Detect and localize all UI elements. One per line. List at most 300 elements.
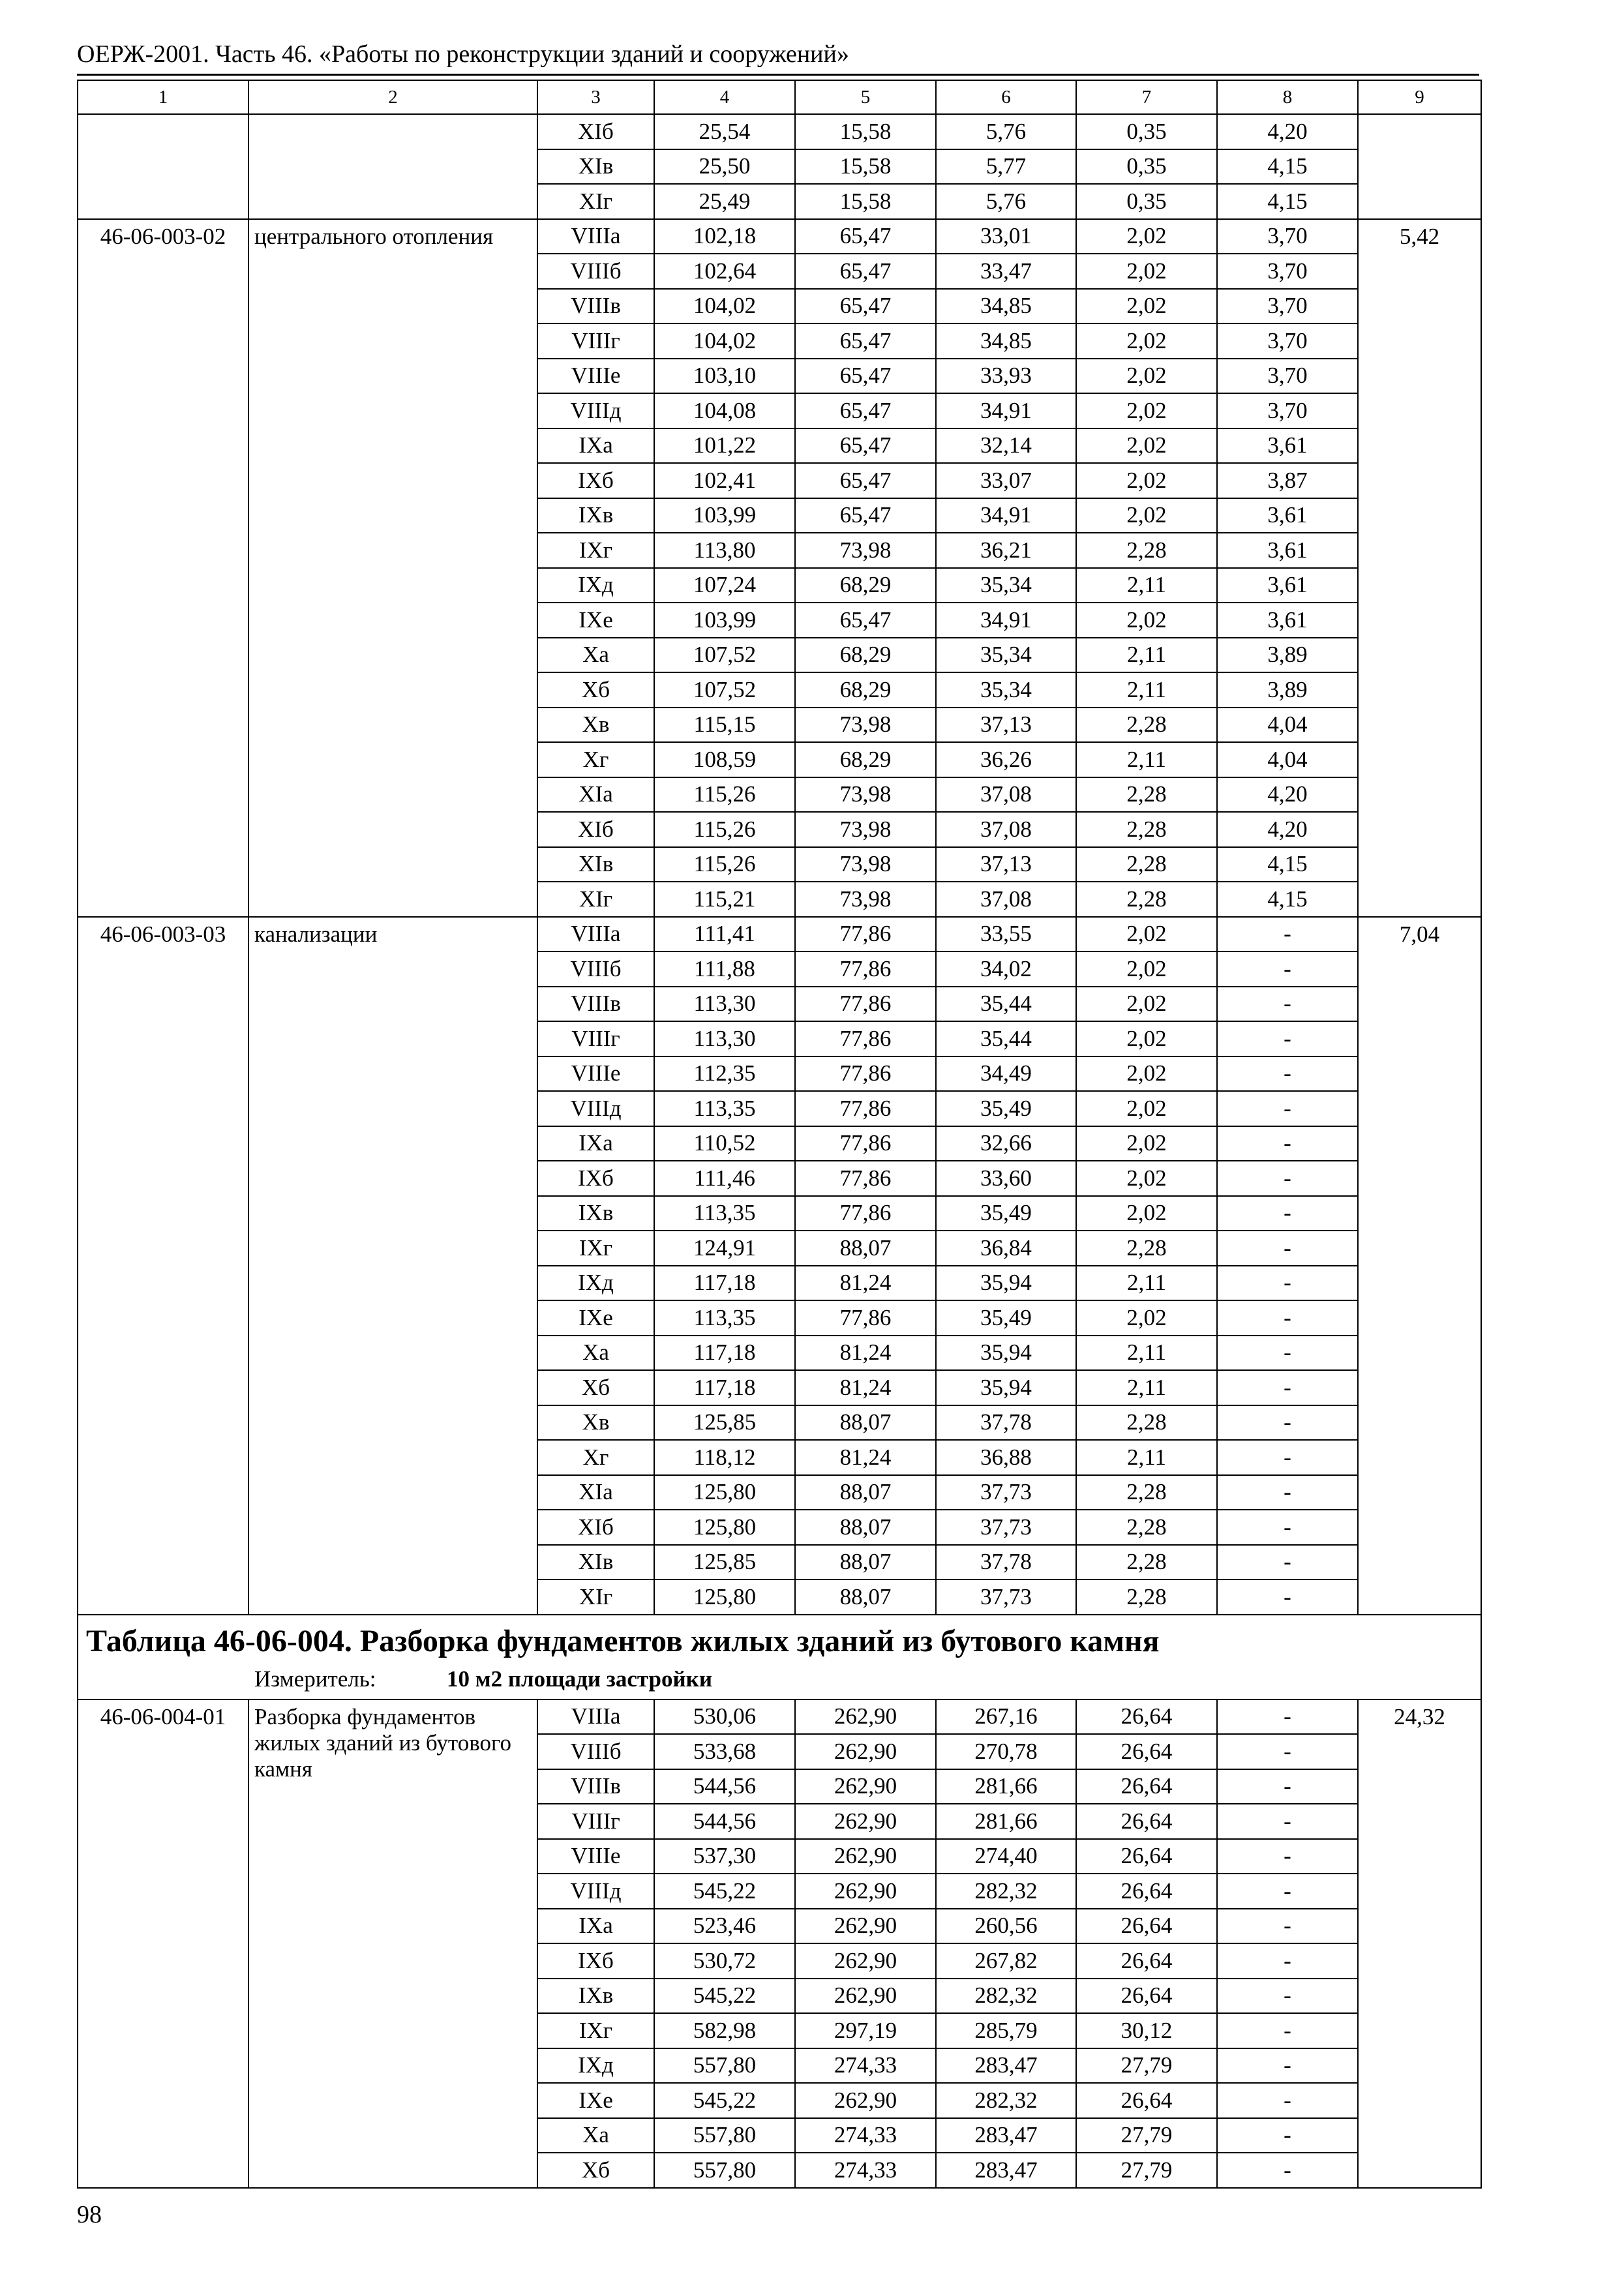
value-cell: 113,35 (654, 1091, 795, 1126)
value-cell: VIIIд (537, 1091, 654, 1126)
value-cell: 2,28 (1076, 1545, 1217, 1580)
item-name-cell: центрального отопления (248, 219, 537, 917)
value-cell: 4,04 (1217, 742, 1358, 777)
value-cell: 2,02 (1076, 1126, 1217, 1161)
value-cell: 15,58 (795, 114, 936, 149)
table-title: Таблица 46-06-004. Разборка фундаментов жилых зданий из бутового камня (86, 1623, 1160, 1658)
column-number-cell: 3 (537, 80, 654, 114)
value-cell: 27,79 (1076, 2048, 1217, 2084)
value-cell: 73,98 (795, 882, 936, 917)
value-cell: 3,61 (1217, 498, 1358, 533)
value-cell: 113,30 (654, 987, 795, 1022)
value-cell: 544,56 (654, 1804, 795, 1839)
value-cell: 81,24 (795, 1266, 936, 1301)
value-cell: 77,86 (795, 987, 936, 1022)
value-cell: 102,18 (654, 219, 795, 254)
running-header: ОЕРЖ-2001. Часть 46. «Работы по реконструкции зданий и сооружений» (77, 40, 849, 68)
value-cell: VIIIг (537, 1021, 654, 1056)
value-cell: - (1217, 1804, 1358, 1839)
unit-value: 10 м2 площади застройки (447, 1666, 712, 1692)
value-cell: 111,46 (654, 1161, 795, 1196)
value-cell: - (1217, 1545, 1358, 1580)
value-cell: 2,11 (1076, 1336, 1217, 1371)
value-cell: IXа (537, 428, 654, 464)
value-cell: 115,26 (654, 777, 795, 813)
value-cell: 2,02 (1076, 219, 1217, 254)
value-cell: 37,78 (936, 1405, 1076, 1441)
value-cell: - (1217, 1909, 1358, 1944)
value-cell: VIIIа (537, 1699, 654, 1735)
value-cell: 65,47 (795, 498, 936, 533)
value-cell: 113,35 (654, 1300, 795, 1336)
value-cell: 523,46 (654, 1909, 795, 1944)
value-cell: 103,10 (654, 359, 795, 394)
value-cell: - (1217, 1943, 1358, 1979)
value-cell: - (1217, 1091, 1358, 1126)
value-cell: 4,15 (1217, 882, 1358, 917)
value-cell: 33,07 (936, 463, 1076, 498)
value-cell: 274,40 (936, 1839, 1076, 1874)
value-cell: 2,28 (1076, 1579, 1217, 1615)
value-cell: 32,14 (936, 428, 1076, 464)
value-cell: 34,85 (936, 289, 1076, 324)
value-cell: 118,12 (654, 1440, 795, 1475)
value-cell: 81,24 (795, 1440, 936, 1475)
value-cell: 26,64 (1076, 1979, 1217, 2014)
column-number-cell: 7 (1076, 80, 1217, 114)
value-cell: 35,34 (936, 638, 1076, 673)
value-cell: 4,15 (1217, 184, 1358, 219)
value-cell: 77,86 (795, 1021, 936, 1056)
value-cell: IXв (537, 498, 654, 533)
value-cell: 112,35 (654, 1056, 795, 1092)
value-cell: 34,91 (936, 498, 1076, 533)
value-cell: 285,79 (936, 2013, 1076, 2048)
value-cell: VIIIд (537, 393, 654, 428)
value-cell: 73,98 (795, 812, 936, 847)
value-cell: 35,44 (936, 987, 1076, 1022)
value-cell: - (1217, 1161, 1358, 1196)
value-cell: - (1217, 1405, 1358, 1441)
value-cell: 2,11 (1076, 1370, 1217, 1405)
col9-cell: 24,32 (1358, 1699, 1481, 2188)
column-number-row (78, 80, 1481, 114)
value-cell: 77,86 (795, 1300, 936, 1336)
value-cell: 104,02 (654, 323, 795, 359)
price-table (77, 80, 1482, 2189)
value-cell: - (1217, 1336, 1358, 1371)
value-cell: IXг (537, 2013, 654, 2048)
value-cell: 104,02 (654, 289, 795, 324)
value-cell: 115,15 (654, 708, 795, 743)
value-cell: 125,80 (654, 1579, 795, 1615)
value-cell: Хб (537, 672, 654, 708)
value-cell: 77,86 (795, 1091, 936, 1126)
value-cell: ХIв (537, 847, 654, 882)
value-cell: 117,18 (654, 1336, 795, 1371)
value-cell: 35,49 (936, 1091, 1076, 1126)
value-cell: 282,32 (936, 1874, 1076, 1909)
value-cell: 37,08 (936, 812, 1076, 847)
value-cell: 2,28 (1076, 708, 1217, 743)
value-cell: 73,98 (795, 777, 936, 813)
value-cell: - (1217, 917, 1358, 952)
value-cell: 110,52 (654, 1126, 795, 1161)
value-cell: - (1217, 2083, 1358, 2118)
value-cell: 262,90 (795, 1874, 936, 1909)
value-cell: 2,02 (1076, 603, 1217, 638)
value-cell: Хб (537, 2153, 654, 2188)
value-cell: 530,72 (654, 1943, 795, 1979)
value-cell: 25,54 (654, 114, 795, 149)
value-cell: 283,47 (936, 2118, 1076, 2153)
value-cell: - (1217, 951, 1358, 987)
value-cell: 125,85 (654, 1545, 795, 1580)
value-cell: 262,90 (795, 1943, 936, 1979)
value-cell: IXг (537, 1231, 654, 1266)
value-cell: - (1217, 1874, 1358, 1909)
value-cell: 2,02 (1076, 254, 1217, 289)
value-cell: 125,80 (654, 1475, 795, 1510)
value-cell: 33,47 (936, 254, 1076, 289)
value-cell: 36,26 (936, 742, 1076, 777)
value-cell: 103,99 (654, 603, 795, 638)
value-cell: 35,94 (936, 1266, 1076, 1301)
value-cell: - (1217, 1126, 1358, 1161)
value-cell: 68,29 (795, 568, 936, 603)
value-cell: - (1217, 1196, 1358, 1231)
value-cell: - (1217, 1769, 1358, 1804)
value-cell: 26,64 (1076, 2083, 1217, 2118)
value-cell: 125,85 (654, 1405, 795, 1441)
column-number-cell: 8 (1217, 80, 1358, 114)
value-cell: 530,06 (654, 1699, 795, 1735)
value-cell: ХIа (537, 777, 654, 813)
value-cell: - (1217, 2153, 1358, 2188)
value-cell: 262,90 (795, 1769, 936, 1804)
value-cell: 26,64 (1076, 1769, 1217, 1804)
table-row (78, 114, 1481, 149)
value-cell: 102,64 (654, 254, 795, 289)
value-cell: - (1217, 1579, 1358, 1615)
value-cell: 5,76 (936, 184, 1076, 219)
value-cell: 5,76 (936, 114, 1076, 149)
value-cell: Хв (537, 708, 654, 743)
value-cell: 26,64 (1076, 1909, 1217, 1944)
item-code-cell: 46-06-003-02 (78, 219, 248, 917)
value-cell: VIIIв (537, 1769, 654, 1804)
value-cell: 2,28 (1076, 533, 1217, 568)
value-cell: 2,02 (1076, 1300, 1217, 1336)
value-cell: 2,28 (1076, 847, 1217, 882)
value-cell: 267,82 (936, 1943, 1076, 1979)
value-cell: 33,93 (936, 359, 1076, 394)
value-cell: 37,73 (936, 1510, 1076, 1545)
value-cell: 32,66 (936, 1126, 1076, 1161)
value-cell: 3,61 (1217, 428, 1358, 464)
value-cell: 4,20 (1217, 114, 1358, 149)
value-cell: VIIIе (537, 1056, 654, 1092)
value-cell: Ха (537, 2118, 654, 2153)
value-cell: 2,02 (1076, 359, 1217, 394)
value-cell: VIIIб (537, 254, 654, 289)
value-cell: 30,12 (1076, 2013, 1217, 2048)
value-cell: 27,79 (1076, 2118, 1217, 2153)
value-cell: 270,78 (936, 1734, 1076, 1769)
header-rule (77, 74, 1479, 76)
item-name-cell: канализации (248, 917, 537, 1615)
value-cell: 35,49 (936, 1300, 1076, 1336)
value-cell: ХIг (537, 1579, 654, 1615)
value-cell: 88,07 (795, 1510, 936, 1545)
value-cell: 2,02 (1076, 463, 1217, 498)
value-cell: 115,26 (654, 847, 795, 882)
value-cell: 107,24 (654, 568, 795, 603)
value-cell: 3,70 (1217, 219, 1358, 254)
value-cell: 274,33 (795, 2048, 936, 2084)
item-code-cell: 46-06-004-01 (78, 1699, 248, 2188)
value-cell: 2,02 (1076, 393, 1217, 428)
value-cell: - (1217, 1231, 1358, 1266)
value-cell: 26,64 (1076, 1943, 1217, 1979)
value-cell: 557,80 (654, 2153, 795, 2188)
value-cell: 73,98 (795, 847, 936, 882)
value-cell: 3,61 (1217, 533, 1358, 568)
value-cell: 2,11 (1076, 1440, 1217, 1475)
value-cell: 115,21 (654, 882, 795, 917)
value-cell: IXб (537, 463, 654, 498)
value-cell: 2,28 (1076, 777, 1217, 813)
value-cell: IXд (537, 568, 654, 603)
value-cell: 2,28 (1076, 1405, 1217, 1441)
value-cell: 37,73 (936, 1579, 1076, 1615)
column-number-cell: 1 (78, 80, 248, 114)
value-cell: IXг (537, 533, 654, 568)
value-cell: VIIIа (537, 917, 654, 952)
value-cell: 65,47 (795, 289, 936, 324)
value-cell: 0,35 (1076, 114, 1217, 149)
value-cell: 262,90 (795, 1909, 936, 1944)
value-cell: 3,89 (1217, 672, 1358, 708)
value-cell: 2,28 (1076, 1231, 1217, 1266)
value-cell: 2,02 (1076, 1091, 1217, 1126)
value-cell: 2,11 (1076, 568, 1217, 603)
value-cell: 68,29 (795, 638, 936, 673)
value-cell: 81,24 (795, 1336, 936, 1371)
value-cell: 4,20 (1217, 812, 1358, 847)
value-cell: 262,90 (795, 1734, 936, 1769)
value-cell: - (1217, 1056, 1358, 1092)
value-cell: 274,33 (795, 2118, 936, 2153)
value-cell: ХIа (537, 1475, 654, 1510)
value-cell: 2,02 (1076, 1161, 1217, 1196)
value-cell: - (1217, 1266, 1358, 1301)
value-cell: 103,99 (654, 498, 795, 533)
value-cell: 65,47 (795, 219, 936, 254)
col9-cell: 5,42 (1358, 219, 1481, 917)
value-cell: - (1217, 1370, 1358, 1405)
value-cell: 117,18 (654, 1266, 795, 1301)
value-cell: 260,56 (936, 1909, 1076, 1944)
value-cell: 282,32 (936, 2083, 1076, 2118)
value-cell: VIIIг (537, 323, 654, 359)
name-cell (248, 114, 537, 219)
value-cell: 2,02 (1076, 428, 1217, 464)
value-cell: 65,47 (795, 428, 936, 464)
value-cell: 4,20 (1217, 777, 1358, 813)
value-cell: 25,49 (654, 184, 795, 219)
value-cell: 117,18 (654, 1370, 795, 1405)
value-cell: 35,34 (936, 672, 1076, 708)
value-cell: 537,30 (654, 1839, 795, 1874)
value-cell: IXа (537, 1126, 654, 1161)
value-cell: VIIIг (537, 1804, 654, 1839)
value-cell: 65,47 (795, 603, 936, 638)
value-cell: 26,64 (1076, 1699, 1217, 1735)
value-cell: 5,77 (936, 149, 1076, 185)
value-cell: - (1217, 987, 1358, 1022)
value-cell: IXб (537, 1943, 654, 1979)
value-cell: 125,80 (654, 1510, 795, 1545)
value-cell: 267,16 (936, 1699, 1076, 1735)
value-cell: 68,29 (795, 742, 936, 777)
value-cell: 15,58 (795, 149, 936, 185)
value-cell: 26,64 (1076, 1874, 1217, 1909)
value-cell: 2,02 (1076, 917, 1217, 952)
value-cell: 37,13 (936, 847, 1076, 882)
value-cell: Хг (537, 1440, 654, 1475)
value-cell: VIIIб (537, 951, 654, 987)
value-cell: 3,70 (1217, 254, 1358, 289)
value-cell: 88,07 (795, 1231, 936, 1266)
value-cell: 2,02 (1076, 498, 1217, 533)
value-cell: 111,88 (654, 951, 795, 987)
value-cell: 36,88 (936, 1440, 1076, 1475)
value-cell: 4,15 (1217, 149, 1358, 185)
value-cell: 113,35 (654, 1196, 795, 1231)
value-cell: 281,66 (936, 1804, 1076, 1839)
value-cell: 115,26 (654, 812, 795, 847)
value-cell: VIIIв (537, 987, 654, 1022)
col9-cell: 7,04 (1358, 917, 1481, 1615)
value-cell: VIIIв (537, 289, 654, 324)
value-cell: IXе (537, 1300, 654, 1336)
value-cell: 274,33 (795, 2153, 936, 2188)
value-cell: 26,64 (1076, 1839, 1217, 1874)
value-cell: 262,90 (795, 2083, 936, 2118)
value-cell: - (1217, 2013, 1358, 2048)
value-cell: IXв (537, 1196, 654, 1231)
value-cell: 2,02 (1076, 1196, 1217, 1231)
value-cell: IXб (537, 1161, 654, 1196)
value-cell: 33,60 (936, 1161, 1076, 1196)
value-cell: - (1217, 1440, 1358, 1475)
value-cell: - (1217, 1839, 1358, 1874)
value-cell: 35,49 (936, 1196, 1076, 1231)
value-cell: 2,11 (1076, 638, 1217, 673)
value-cell: 3,61 (1217, 603, 1358, 638)
value-cell: IXа (537, 1909, 654, 1944)
col9-cell (1358, 114, 1481, 219)
value-cell: 104,08 (654, 393, 795, 428)
value-cell: 557,80 (654, 2048, 795, 2084)
value-cell: 77,86 (795, 1196, 936, 1231)
value-cell: 2,02 (1076, 1056, 1217, 1092)
value-cell: 2,28 (1076, 1510, 1217, 1545)
value-cell: 101,22 (654, 428, 795, 464)
value-cell: 77,86 (795, 1161, 936, 1196)
value-cell: 36,21 (936, 533, 1076, 568)
value-cell: 545,22 (654, 2083, 795, 2118)
value-cell: 283,47 (936, 2153, 1076, 2188)
value-cell: 37,78 (936, 1545, 1076, 1580)
value-cell: IXе (537, 603, 654, 638)
value-cell: - (1217, 1475, 1358, 1510)
value-cell: 65,47 (795, 393, 936, 428)
value-cell: 65,47 (795, 463, 936, 498)
value-cell: 34,49 (936, 1056, 1076, 1092)
value-cell: 262,90 (795, 1699, 936, 1735)
value-cell: IXе (537, 2083, 654, 2118)
value-cell: 282,32 (936, 1979, 1076, 2014)
value-cell: 107,52 (654, 638, 795, 673)
value-cell: 26,64 (1076, 1734, 1217, 1769)
value-cell: 545,22 (654, 1874, 795, 1909)
value-cell: 68,29 (795, 672, 936, 708)
value-cell: 2,28 (1076, 882, 1217, 917)
value-cell: 283,47 (936, 2048, 1076, 2084)
value-cell: IXд (537, 1266, 654, 1301)
item-code-cell: 46-06-003-03 (78, 917, 248, 1615)
value-cell: 88,07 (795, 1545, 936, 1580)
value-cell: 2,28 (1076, 812, 1217, 847)
value-cell: 37,73 (936, 1475, 1076, 1510)
value-cell: 2,11 (1076, 1266, 1217, 1301)
value-cell: 27,79 (1076, 2153, 1217, 2188)
value-cell: 3,87 (1217, 463, 1358, 498)
value-cell: ХIб (537, 812, 654, 847)
value-cell: 107,52 (654, 672, 795, 708)
value-cell: 73,98 (795, 533, 936, 568)
value-cell: ХIг (537, 184, 654, 219)
value-cell: 37,08 (936, 777, 1076, 813)
value-cell: 26,64 (1076, 1804, 1217, 1839)
value-cell: 2,11 (1076, 672, 1217, 708)
value-cell: Хб (537, 1370, 654, 1405)
value-cell: IXд (537, 2048, 654, 2084)
value-cell: 3,70 (1217, 289, 1358, 324)
value-cell: 557,80 (654, 2118, 795, 2153)
value-cell: 81,24 (795, 1370, 936, 1405)
value-cell: - (1217, 1699, 1358, 1735)
value-cell: 3,61 (1217, 568, 1358, 603)
value-cell: 281,66 (936, 1769, 1076, 1804)
value-cell: 35,94 (936, 1336, 1076, 1371)
value-cell: - (1217, 1734, 1358, 1769)
value-cell: VIIIа (537, 219, 654, 254)
value-cell: VIIIе (537, 359, 654, 394)
value-cell: 3,70 (1217, 393, 1358, 428)
value-cell: 37,08 (936, 882, 1076, 917)
value-cell: 88,07 (795, 1579, 936, 1615)
value-cell: 34,91 (936, 603, 1076, 638)
value-cell: - (1217, 1300, 1358, 1336)
value-cell: 4,04 (1217, 708, 1358, 743)
value-cell: 73,98 (795, 708, 936, 743)
value-cell: 65,47 (795, 359, 936, 394)
value-cell: 582,98 (654, 2013, 795, 2048)
value-cell: 262,90 (795, 1804, 936, 1839)
